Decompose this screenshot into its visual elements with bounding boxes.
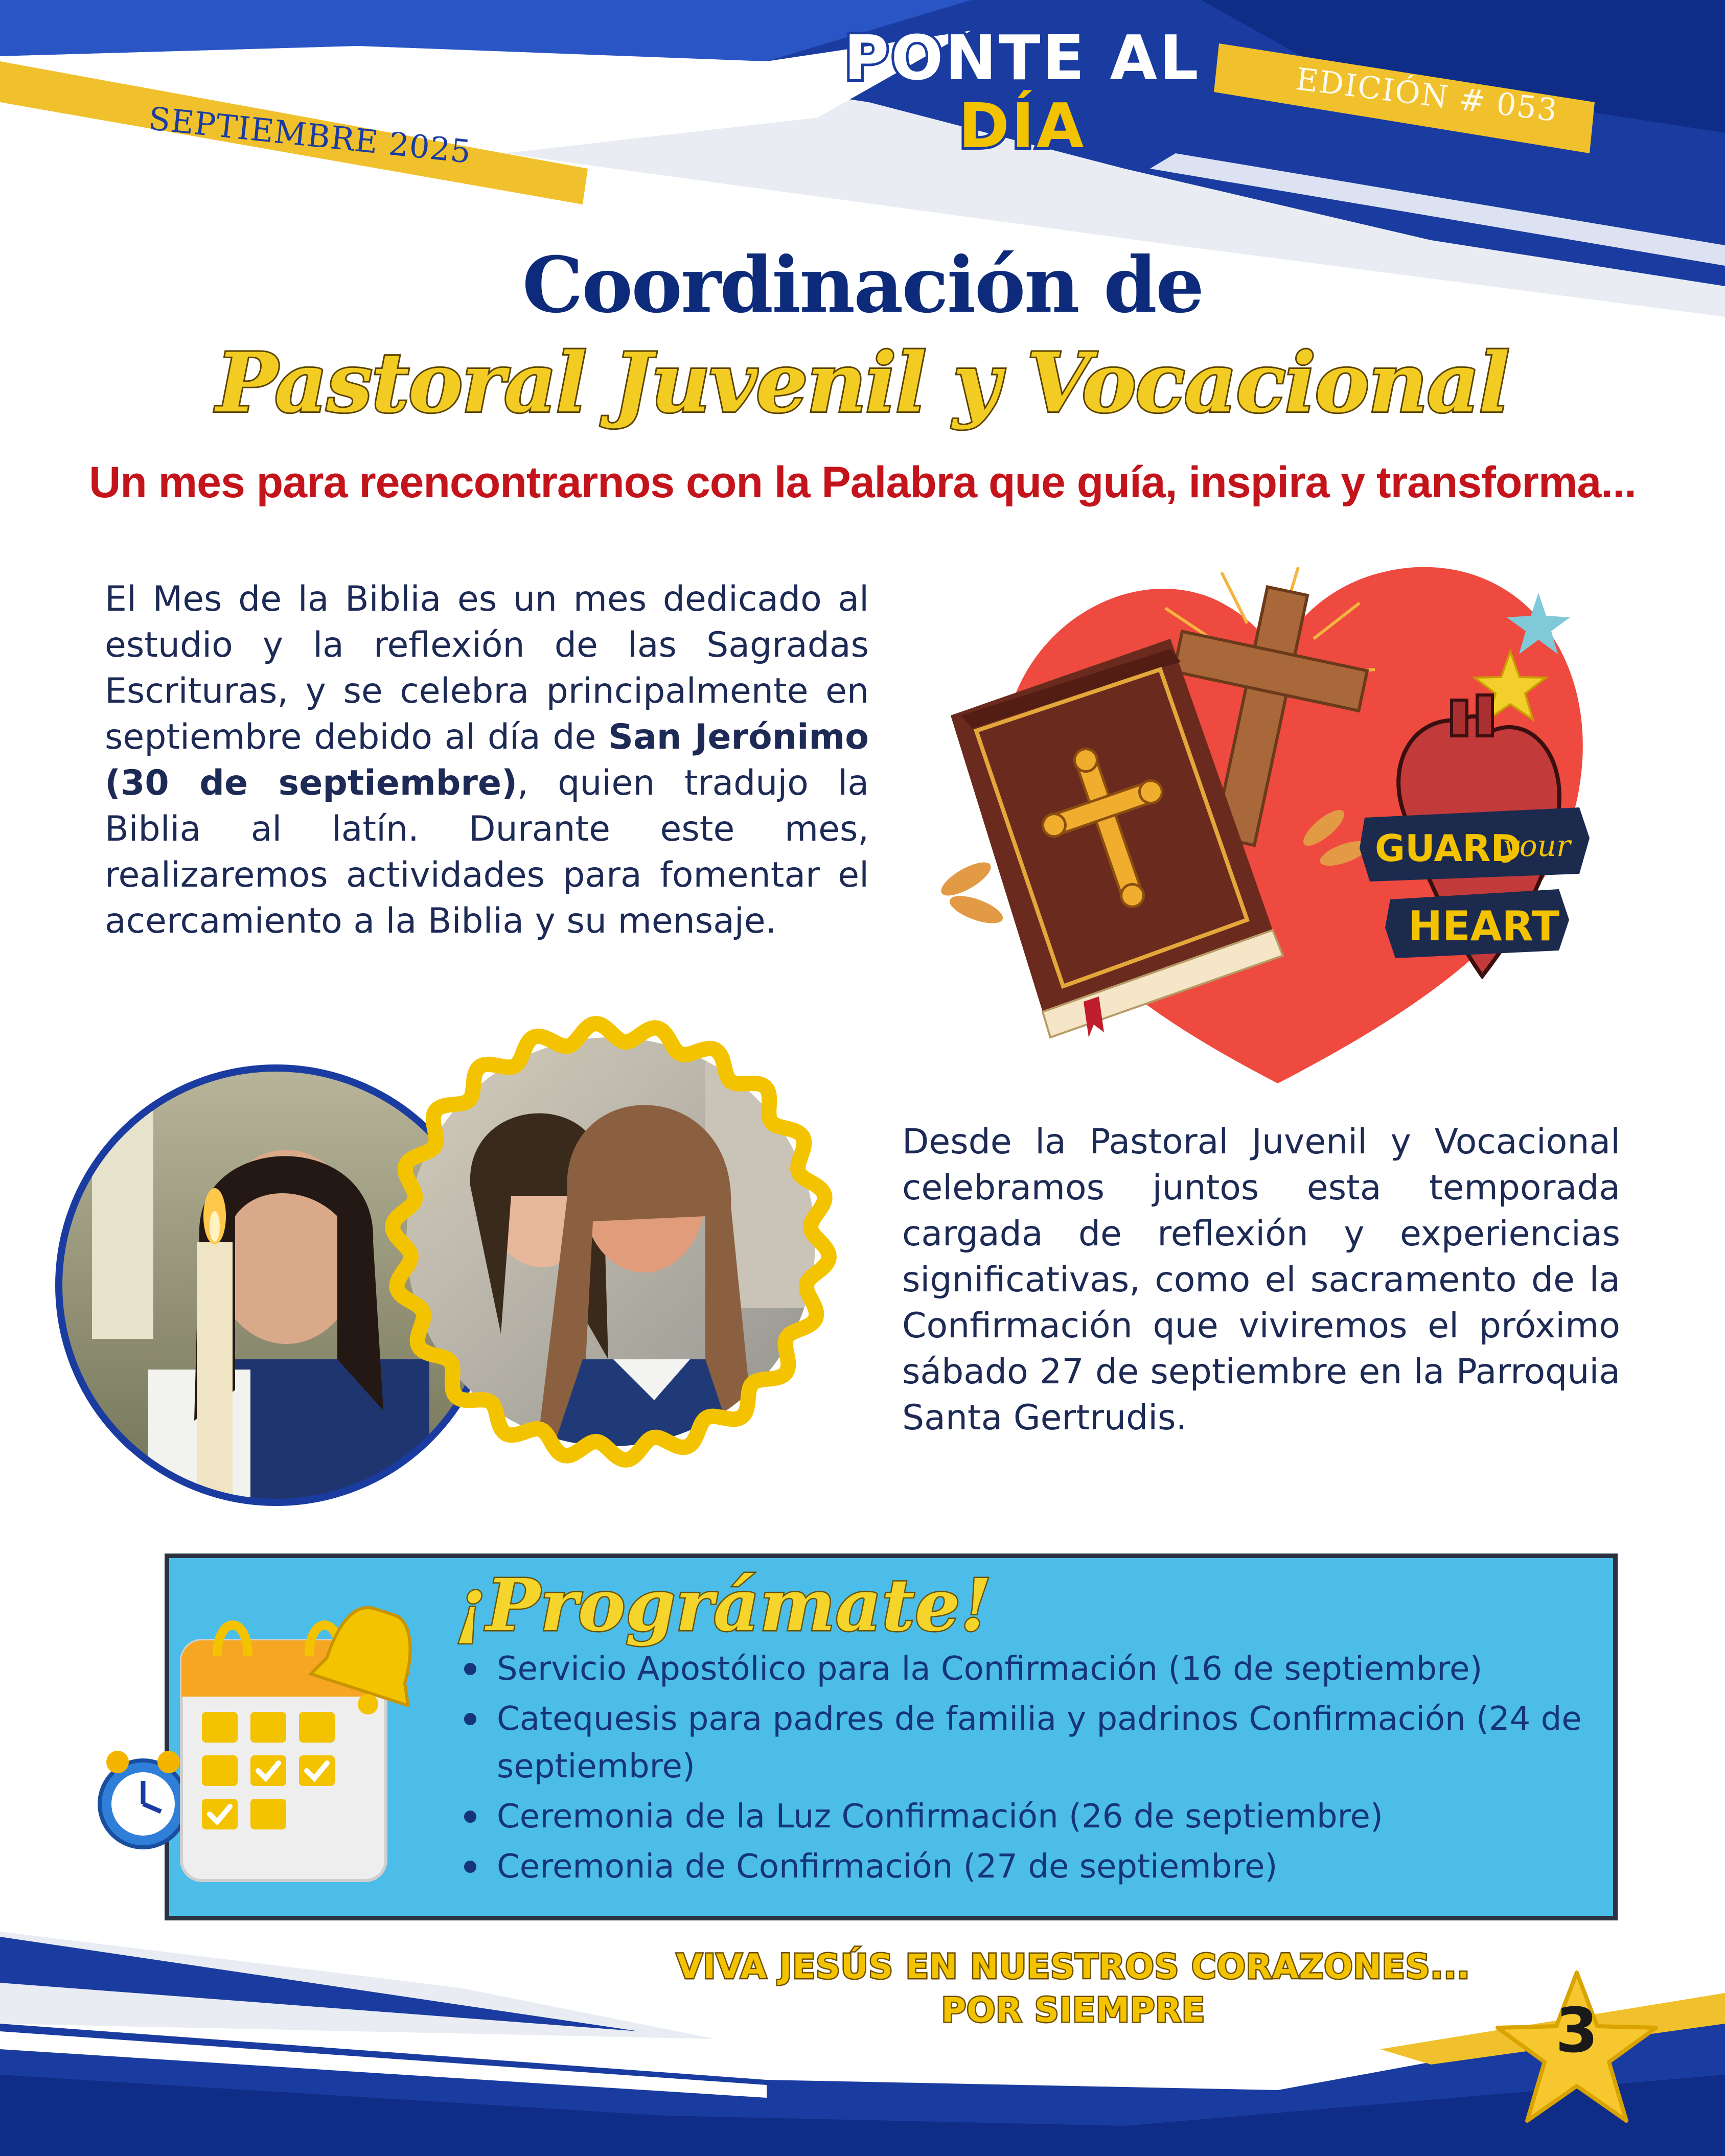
banner-heart-text: HEART (1408, 902, 1560, 950)
page-subtitle: Un mes para reencontrarnos con la Palabra que guía, inspira y transforma... (89, 458, 1636, 507)
programate-list (460, 1645, 1600, 1893)
bullet-icon (464, 1713, 476, 1725)
list-item (460, 1843, 1600, 1891)
masthead-title-line1: PONTE AL (844, 23, 1201, 94)
page-title-line2: Pastoral Juvenil y Vocacional (216, 335, 1509, 431)
list-item-text: Ceremonia de Confirmación (27 de septiembre) (497, 1848, 1278, 1886)
intro-paragraph-part2: , quien tradujo la Biblia al latín. Durante este mes, realizaremos actividades para fomentar el acercamiento a la Biblia y su mensaje. (105, 763, 869, 941)
footer-motto-line1: VIVA JESÚS EN NUESTROS CORAZONES... (676, 1947, 1470, 1986)
banner-guard-text: GUARD (1375, 827, 1522, 870)
edition-label: EDICIÓN # 053 (1294, 61, 1560, 129)
intro-paragraph (105, 576, 869, 944)
footer-motto-line2: POR SIEMPRE (941, 1990, 1206, 2030)
date-label: SEPTIEMBRE 2025 (147, 100, 473, 171)
masthead-title-line2: DÍA (958, 91, 1086, 162)
list-item (460, 1793, 1600, 1841)
photo-girls-in-uniform (388, 1022, 848, 1482)
alarm-clock-icon (100, 1751, 187, 1847)
list-item (460, 1696, 1600, 1791)
intro-paragraph-part1: El Mes de la Biblia es un mes dedicado al estudio y la reflexión de las Sagradas Escrituras, y se celebra principalmente en septiembre debido al día de (105, 579, 869, 757)
bible-heart-illustration (925, 552, 1630, 1094)
banner-your-text: your (1503, 828, 1571, 863)
page-number: 3 (1555, 1996, 1598, 2067)
list-item-text: Servicio Apostólico para la Confirmación (16 de septiembre) (497, 1650, 1483, 1688)
bullet-icon (464, 1861, 476, 1873)
calendar-icon (95, 1579, 442, 1896)
page-title-line1: Coordinación de (522, 240, 1203, 330)
list-item-text: Ceremonia de la Luz Confirmación (26 de septiembre) (497, 1798, 1383, 1836)
bullet-icon (464, 1811, 476, 1823)
photo-collage (31, 1002, 874, 1528)
bullet-icon (464, 1663, 476, 1675)
list-item-text: Catequesis para padres de familia y padrinos Confirmación (24 de septiembre) (497, 1700, 1582, 1786)
confirmation-paragraph: Desde la Pastoral Juvenil y Vocacional celebramos juntos esta temporada cargada de reflexión y experiencias significativas, como el sacramento de la Confirmación que viviremos el próximo sábado 27 de septiembre en la Parroquia Santa Gertrudis. (902, 1122, 1620, 1438)
intro-paragraph-bold: San Jerónimo (30 de septiembre) (105, 717, 869, 803)
list-item (460, 1645, 1600, 1693)
programate-title: ¡Prográmate! (455, 1564, 992, 1648)
